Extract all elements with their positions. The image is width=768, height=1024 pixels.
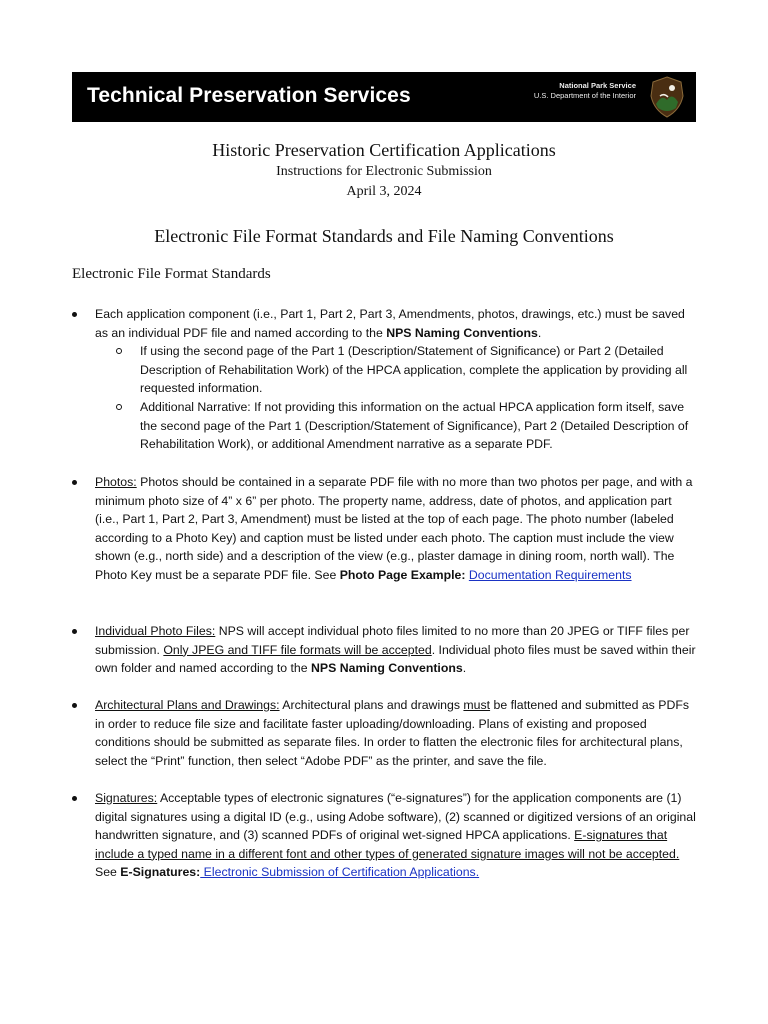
agency-block <box>534 81 636 101</box>
documentation-requirements-link[interactable]: Documentation Requirements <box>468 567 632 582</box>
subsection-title: Electronic File Format Standards <box>72 266 271 282</box>
bullet-icon <box>72 312 77 317</box>
text-run: . <box>462 661 467 676</box>
list-item-text <box>95 696 697 770</box>
naming-conventions-bold: NPS Naming Conventions <box>386 325 538 340</box>
must-text: must <box>463 698 491 712</box>
electronic-submission-link[interactable]: Electronic Submission of Certification Applications. <box>200 865 480 880</box>
text-run: Acceptable types of electronic signatures (“e-signatures”) for the application components are (1) digital signatures using a digital ID (e.g., using Adobe software), (2) scanned or digitized versions of an original handwritten signature, and (3) scanned PDFs of original wet-signed HPCA applications. <box>95 791 696 843</box>
list-item-text <box>95 473 697 585</box>
bullet-icon <box>72 629 77 634</box>
e-signatures-not-accepted-text: E-signatures that include a typed name in a different font and other types of generated signature images will not be accepted. <box>95 828 680 861</box>
text-run: NPS will accept individual photo files limited to no more than 20 JPEG or TIFF files per submission. <box>95 624 690 657</box>
agency-name: National Park Service <box>559 81 636 90</box>
photos-label: Photos: <box>95 475 137 489</box>
document-date: April 3, 2024 <box>346 184 422 199</box>
jpeg-tiff-only-text: Only JPEG and TIFF file formats will be accepted <box>163 642 432 657</box>
text-run: Each application component (i.e., Part 1, Part 2, Part 3, Amendments, photos, drawings, etc.) must be saved as an individual PDF file and named according to the <box>95 307 685 340</box>
naming-conventions-bold: NPS Naming Conventions <box>311 661 463 676</box>
list-item-text <box>95 622 697 678</box>
circle-bullet-icon <box>116 348 122 354</box>
bullet-icon <box>72 480 77 485</box>
photo-page-example-bold: Photo Page Example: <box>339 567 466 582</box>
document-subtitle: Instructions for Electronic Submission <box>276 164 492 179</box>
text-run: Architectural plans and drawings <box>279 698 464 712</box>
section-title: Electronic File Format Standards and File Naming Conventions <box>154 226 614 246</box>
nps-arrowhead-icon <box>650 76 684 118</box>
list-item-text <box>95 305 697 342</box>
text-run: be flattened and submitted as PDFs in order to reduce file size and facilitate faster uploading/downloading. Plans of existing and proposed conditions should be submitted as separate files. In order to flatten the electronic files for architectural plans, select the “Print” function, then select “Adobe PDF” as the printer, and save the file. <box>95 698 689 768</box>
sub-item-text: If using the second page of the Part 1 (Description/Statement of Significance) or Part 2 (Detailed Description of Rehabilitation Work) of the HPCA application, complete the application by providing all requested information. <box>140 344 688 396</box>
text-run: . Individual photo files must be saved within their own folder and named according to the <box>95 642 696 676</box>
text-run: See <box>95 865 121 880</box>
header-banner <box>72 72 696 122</box>
list-item-text <box>95 789 697 882</box>
circle-bullet-icon <box>116 404 122 410</box>
document-title: Historic Preservation Certification Applications <box>212 140 556 160</box>
sub-item-text: Additional Narrative: If not providing this information on the actual HPCA application form itself, save the second page of the Part 1 (Description/Statement of Significance), Part 2 (Detailed Description of Rehabilitation Work), or additional Amendment narrative as a separate PDF. <box>140 400 689 452</box>
text-run: . <box>537 325 542 340</box>
signatures-label: Signatures: <box>95 791 158 805</box>
e-signatures-bold: E-Signatures: <box>120 865 201 880</box>
individual-photos-label: Individual Photo Files: <box>95 624 216 638</box>
text-run: Photos should be contained in a separate PDF file with no more than two photos per page, and with a minimum photo size of 4” x 6” per photo. The property name, address, date of photos, and application part (i.e., Part 1, Part 2, Part 3, Amendment) must be listed at the top of each page. The photo number (labeled according to a Photo Key) and caption must be listed under each photo. The caption must include the view shown (e.g., north side) and a description of the view (e.g., plaster damage in dining room, north wall). The Photo Key must be a separate PDF file. See <box>95 475 693 582</box>
department-name: U.S. Department of the Interior <box>533 91 636 100</box>
bullet-icon <box>72 796 77 801</box>
plans-label: Architectural Plans and Drawings: <box>95 698 280 712</box>
banner-title: Technical Preservation Services <box>87 84 411 107</box>
bullet-icon <box>72 703 77 708</box>
